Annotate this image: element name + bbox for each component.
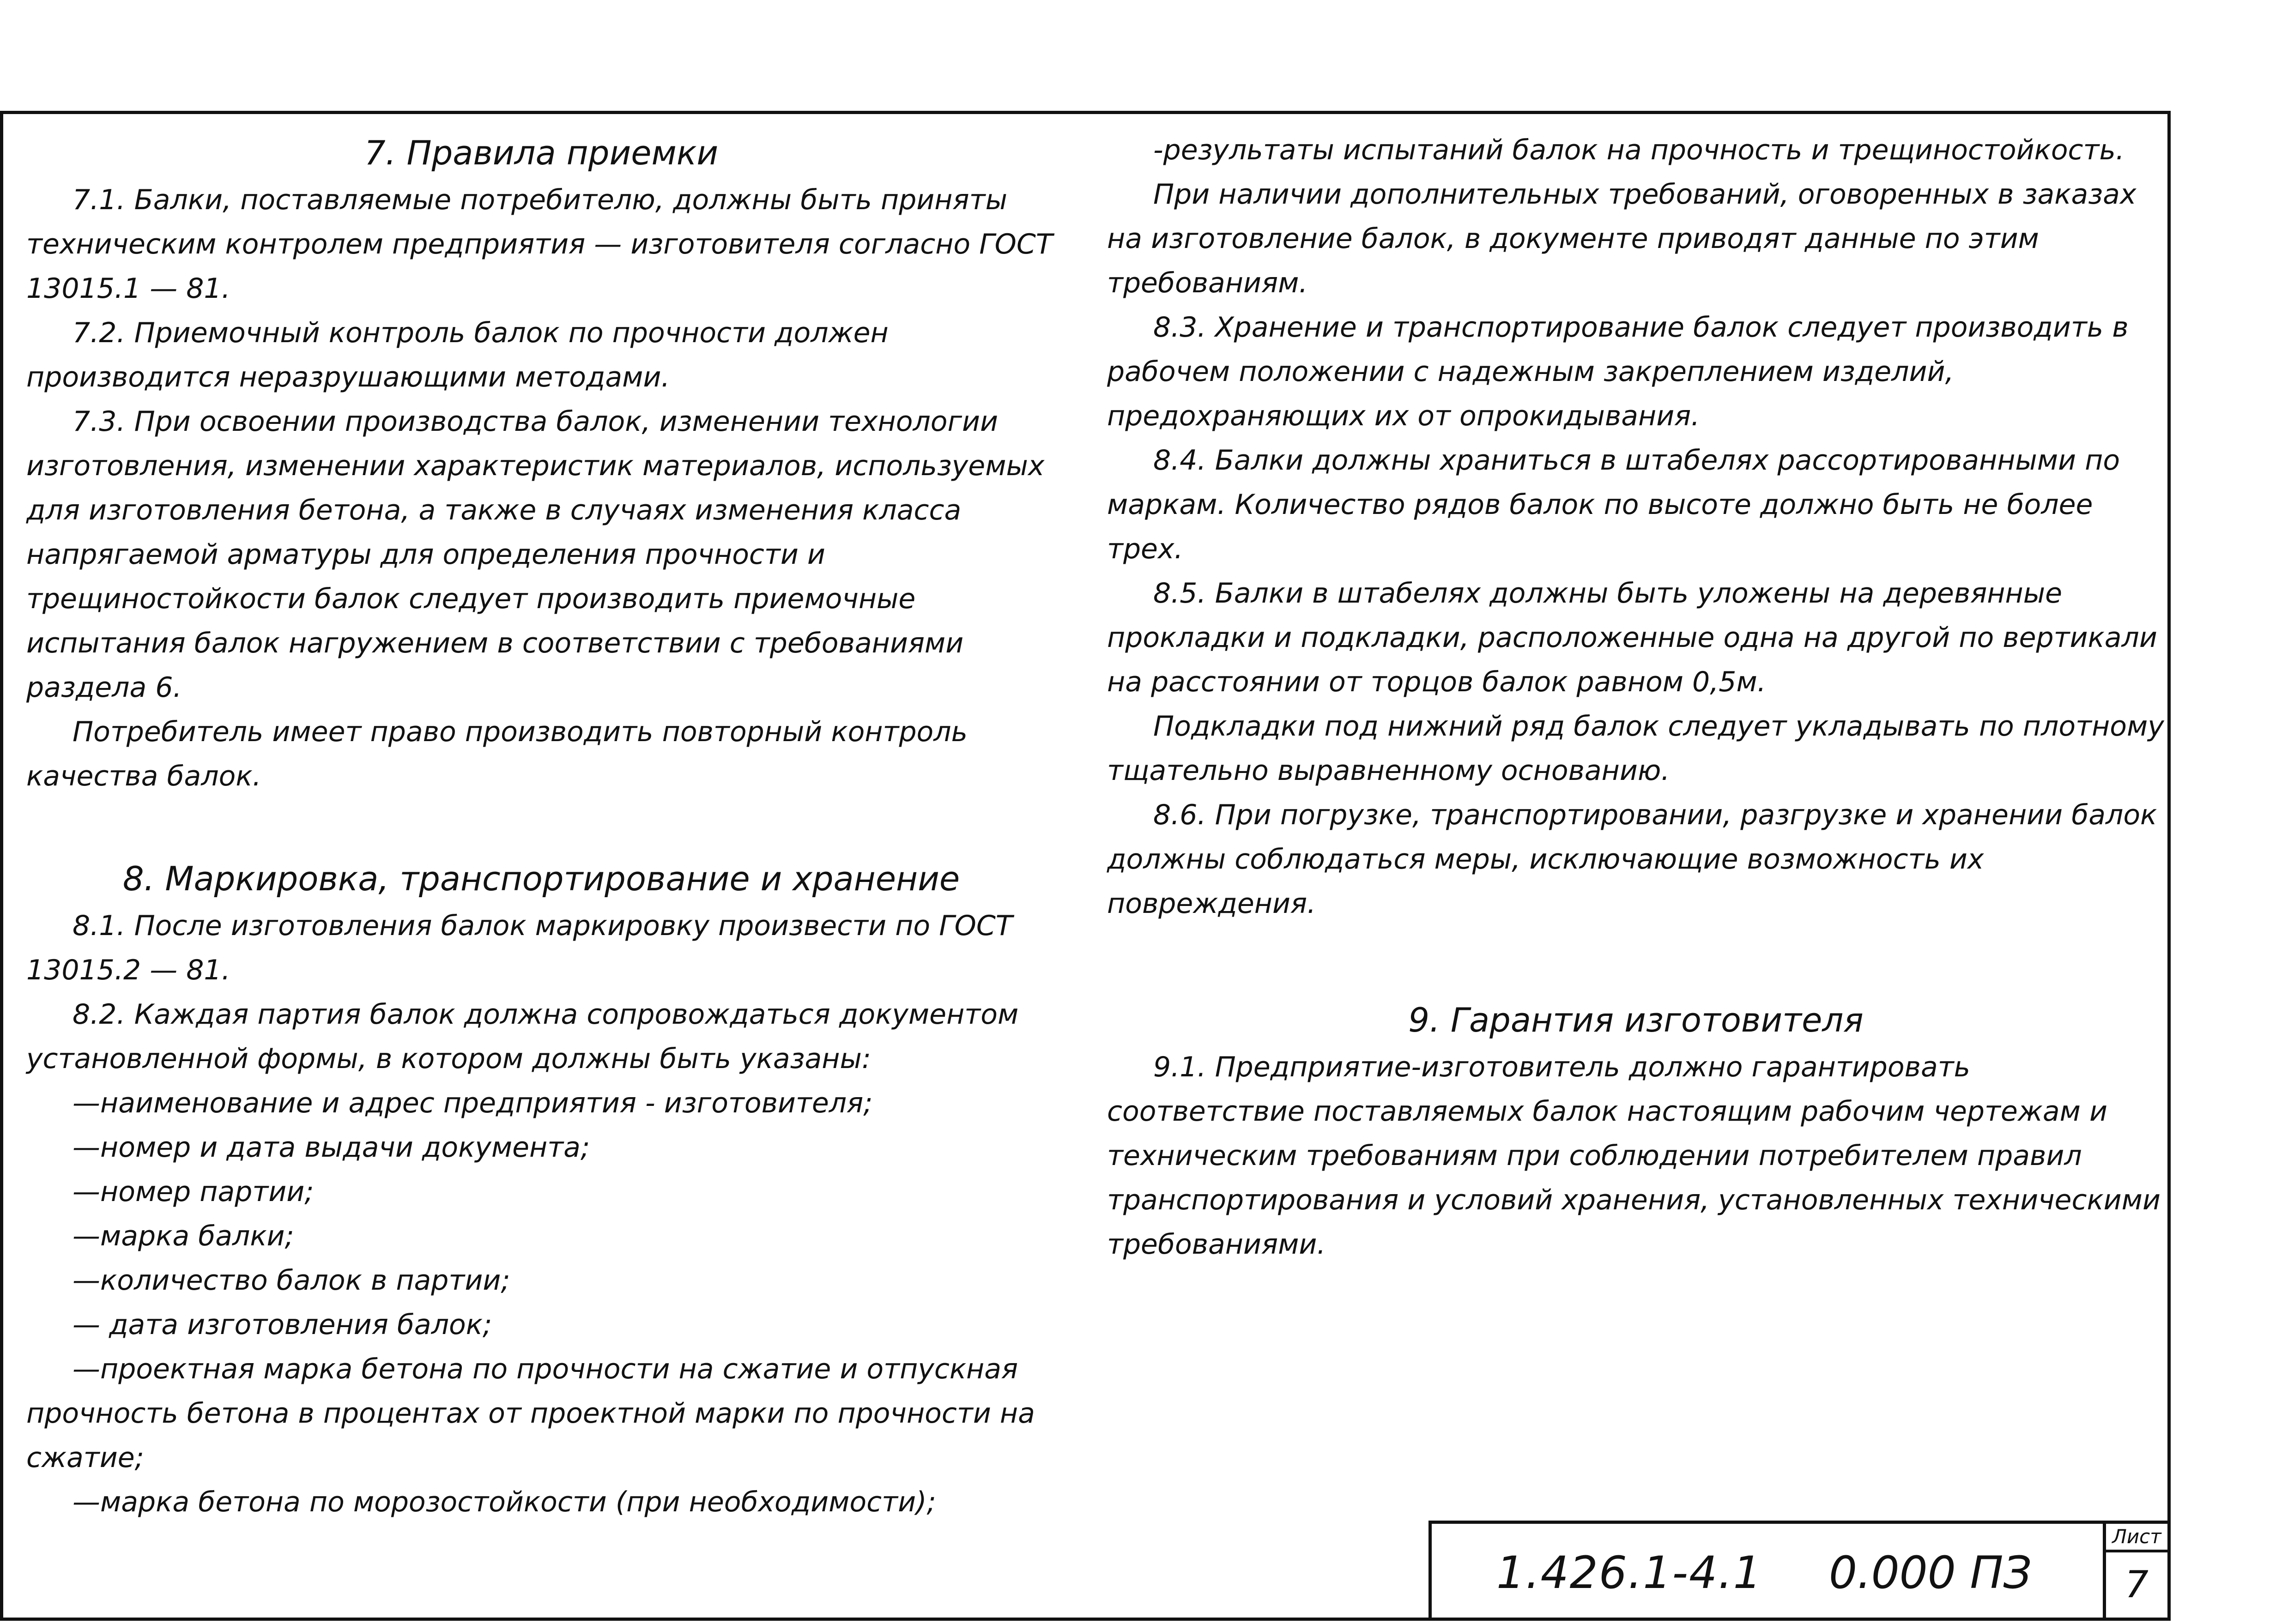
sheet-number-box [2103,1524,2167,1618]
section-8-title: 8. Маркировка, транспортирование и хранение [122,859,960,898]
title-block [1428,1521,2167,1618]
list-item: — дата изготовления балок; [73,1309,492,1341]
clause-8-1: 8.1. После изготовления балок маркировку произвести по ГОСТ 13015.2 — 81. [26,910,1013,986]
left-column [26,128,1056,1524]
list-item: —наименование и адрес предприятия - изготовителя; [73,1087,873,1119]
document-sheet [0,111,2171,1621]
sheet-label: Лист [2106,1524,2167,1552]
document-designation: 0.000 ПЗ [1829,1547,2032,1599]
list-item: —номер и дата выдачи документа; [73,1131,590,1164]
spacer [26,798,1056,854]
spacer [1107,926,2165,995]
list-item-concrete-grade: —проектная марка бетона по прочности на сжатие и отпускная прочность бетона в процентах от проектной марки по прочности на сжатие; [26,1353,1035,1474]
clause-9-1: 9.1. Предприятие-изготовитель должно гарантировать соответствие поставляемых балок настоящим рабочим чертежам и техническим требованиям при соблюдении потребителем правил транспортирования и условий хранения, установленных техническими требованиями. [1107,1051,2161,1261]
clause-8-5: 8.5. Балки в штабелях должны быть уложены на деревянные прокладки и подкладки, расположенные одна на другой по вертикали на расстоянии от торцов балок равном 0,5м. [1107,577,2157,698]
clause-8-6: 8.6. При погрузке, транспортировании, разгрузке и хранении балок должны соблюдаться меры, исключающие возможность их повреждения. [1107,799,2157,920]
clause-7-2: 7.2. Приемочный контроль балок по прочности должен производится неразрушающими методами. [26,317,889,393]
clause-8-2: 8.2. Каждая партия балок должна сопровождаться документом установленной формы, в котором должны быть указаны: [26,998,1019,1075]
clause-7-consumer-right: Потребитель имеет право производить повторный контроль качества балок. [26,716,968,792]
section-9-title: 9. Гарантия изготовителя [1408,1001,1864,1039]
clause-8-3: 8.3. Хранение и транспортирование балок следует производить в рабочем положении с надежным закреплением изделий, предохраняющих их от опрокидывания. [1107,311,2129,432]
document-code: 1.426.1-4.1 [1496,1547,1762,1599]
right-column [1107,128,2165,1267]
list-item: —номер партии; [73,1176,314,1208]
section-7-title: 7. Правила приемки [364,133,719,172]
sheet-number: 7 [2125,1563,2149,1606]
clause-additional-requirements: При наличии дополнительных требований, оговоренных в заказах на изготовление балок, в документе приводят данные по этим требованиям. [1107,178,2137,299]
list-item-test-results: -результаты испытаний балок на прочность и трещиностойкость. [1153,134,2125,166]
clause-7-3: 7.3. При освоении производства балок, изменении технологии изготовления, изменении характеристик материалов, используемых для изготовления бетона, а также в случаях изменения класса напрягаемой арматуры для определения прочности и трещиностойкости балок следует производить приемочные испытания балок нагружением в соответствии с требованиями раздела 6. [26,405,1045,704]
list-item: —количество балок в партии; [73,1264,510,1297]
list-item-frost-grade: —марка бетона по морозостойкости (при необходимости); [73,1486,936,1518]
clause-8-4: 8.4. Балки должны храниться в штабелях рассортированными по маркам. Количество рядов балок по высоте должно быть не более трех. [1107,444,2120,565]
list-item: —марка балки; [73,1220,294,1252]
clause-7-1: 7.1. Балки, поставляемые потребителю, должны быть приняты техническим контролем предприятия — изготовителя согласно ГОСТ 13015.1 — 81. [26,184,1053,305]
clause-8-5-pads: Подкладки под нижний ряд балок следует укладывать по плотному тщательно выравненному основанию. [1107,710,2164,787]
